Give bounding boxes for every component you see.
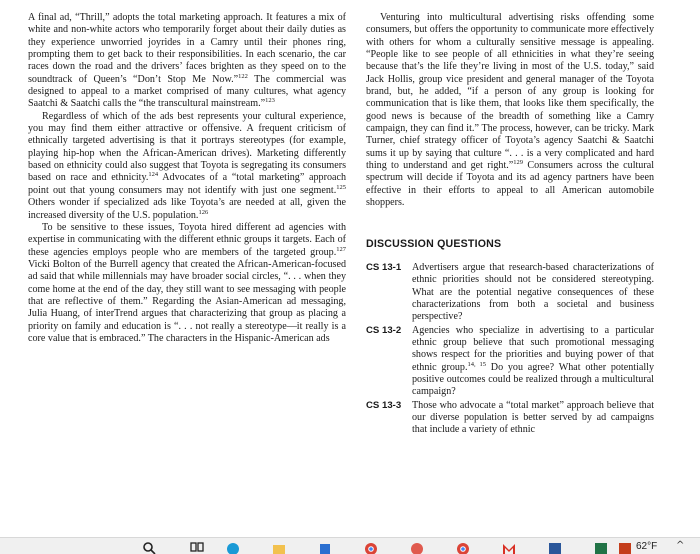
question-text <box>412 400 654 437</box>
word-icon[interactable] <box>548 541 562 554</box>
question-number: CS 13-1 <box>366 261 402 273</box>
text-run: Advertisers argue that research-based characterizations of ethnic priorities should not be considered stereotyping. What are the potential negative consequences of these characterizations from both a societal and business perspective? <box>412 261 654 323</box>
text-run: Others wonder if specialized ads like Toyota’s are needed at all, given the increased diversity of the U.S. population. <box>28 197 346 221</box>
chrome-icon[interactable] <box>456 541 470 554</box>
weather-temperature[interactable]: 62°F <box>636 541 658 552</box>
app-icon[interactable] <box>410 541 424 554</box>
footnote-ref: 129 <box>513 159 524 167</box>
paragraph <box>366 12 654 210</box>
question-number: CS 13-3 <box>366 399 402 411</box>
text-run: Those who advocate a “total market” approach believe that our diverse population is better served by ad campaigns that include a variety of ethnic <box>412 399 654 436</box>
text-run: Agencies who specialize in advertising to a particular ethnic group believe that such promotional messaging shows respect for the priorities and buying power of that ethnic group. <box>412 324 654 373</box>
taskbar <box>0 537 700 554</box>
right-paragraphs <box>366 12 654 210</box>
discussion-question <box>366 400 654 437</box>
question-text <box>412 325 654 399</box>
paragraph <box>28 111 346 222</box>
question-text <box>412 262 654 324</box>
gmail-icon[interactable] <box>502 541 516 554</box>
tray-chevron-icon[interactable]: ^ <box>676 540 685 551</box>
text-run: Do you agree? What other potentially positive outcomes could be realized through a multicultural campaign? <box>412 361 655 398</box>
footnote-ref: 123 <box>265 97 275 105</box>
task-view-icon[interactable] <box>190 541 204 554</box>
paragraph <box>28 12 346 111</box>
right-column <box>366 12 654 438</box>
footnote-ref: 124 <box>148 171 159 179</box>
file-explorer-icon[interactable] <box>272 541 286 554</box>
footnote-ref: 122 <box>238 72 248 80</box>
text-run: Vicki Bolton of the Burrell agency that created the African-American-focused ad said that while millennials may have broader social circles, “. . . when they come home at the end of the day, they still want to see messaging with people that are reflective of them.” Regarding the Asian-American ad messaging, Julia Huang, of interTrend argues that characterizing that group as placing a priority on family and education is “. . . not really a stereotype—it really is a core value that is embraced.” The characters in the Hispanic-American ads <box>28 258 346 344</box>
text-run: Regardless of which of the ads best represents your cultural experience, you may find them either attractive or offensive. A frequent criticism of ethnically targeted advertising is that it portrays stereotypes (for example, playing hip-hop when the African-American drives). Marketing differently based on ethnicity could also suggest that Toyota is segregating its consumers based on race and ethnicity. <box>28 110 346 184</box>
powerpoint-icon[interactable] <box>618 541 632 554</box>
text-run: Advocates of a “total marketing” approach point out that young consumers may not identify with just one segment. <box>28 172 347 196</box>
text-run: A final ad, “Thrill,” adopts the total marketing approach. It features a mix of white and non-white actors who temporarily forget about their daily duties as they experience unworried joyrides in a Camry until their phones ring, prompting them to get back to their responsibilities. In each scenario, the car races down the road and the drivers’ faces brighten as they speed on to the soundtrack of Queen’s “Don’t Stop Me Now.” <box>28 12 346 85</box>
discussion-question <box>366 262 654 324</box>
store-icon[interactable] <box>318 541 332 554</box>
text-run: Venturing into multicultural advertising risks offending some consumers, but offers the opportunity to communicate more effectively with others for whom a culturally sensitive message is appealing. “People like to see people of all ethnicities in what they’re seeing because that’s the life they’re living in most of the U.S. today,” said Jack Hollis, group vice president and general manager of the Toyota brand, but, he added, “if a person of any group is looking for communication that is like them, that looks like them specifically, the good news is because of the breadth of something like a Camry campaign, they can find it.” The process, however, can be tricky. Mark Turner, chief strategy officer of Toyota’s agency Saatchi & Saatchi sums it up by saying that culture “. . . is a very complicated and hard thing to understand and get right.” <box>366 12 654 172</box>
search-icon[interactable] <box>142 541 156 554</box>
discussion-heading: DISCUSSION QUESTIONS <box>366 237 502 250</box>
excel-icon[interactable] <box>594 541 608 554</box>
chrome-icon[interactable] <box>364 541 378 554</box>
paragraph <box>28 222 346 345</box>
edge-icon[interactable] <box>226 541 240 554</box>
footnote-ref: 14, 15 <box>467 360 487 368</box>
discussion-questions <box>366 262 654 437</box>
discussion-question <box>366 325 654 399</box>
text-run: The commercial was designed to appeal to a market comprised of many cultures, what agency Saatchi & Saatchi calls the “the transcultural mainstream.” <box>28 73 347 110</box>
footnote-ref: 127 <box>336 245 346 253</box>
text-run: Consumers across the cultural spectrum will decide if Toyota and its ad agency partners have been effective in their efforts to appeal to all American automobile shoppers. <box>366 160 654 209</box>
left-column <box>28 12 346 345</box>
footnote-ref: 126 <box>198 208 209 216</box>
text-run: To be sensitive to these issues, Toyota hired different ad agencies with expertise in communicating with the different ethnic groups it targets. Each of these agencies employs people who are members of the targeted group. <box>28 221 346 258</box>
question-number: CS 13-2 <box>366 324 402 336</box>
footnote-ref: 125 <box>336 183 346 191</box>
